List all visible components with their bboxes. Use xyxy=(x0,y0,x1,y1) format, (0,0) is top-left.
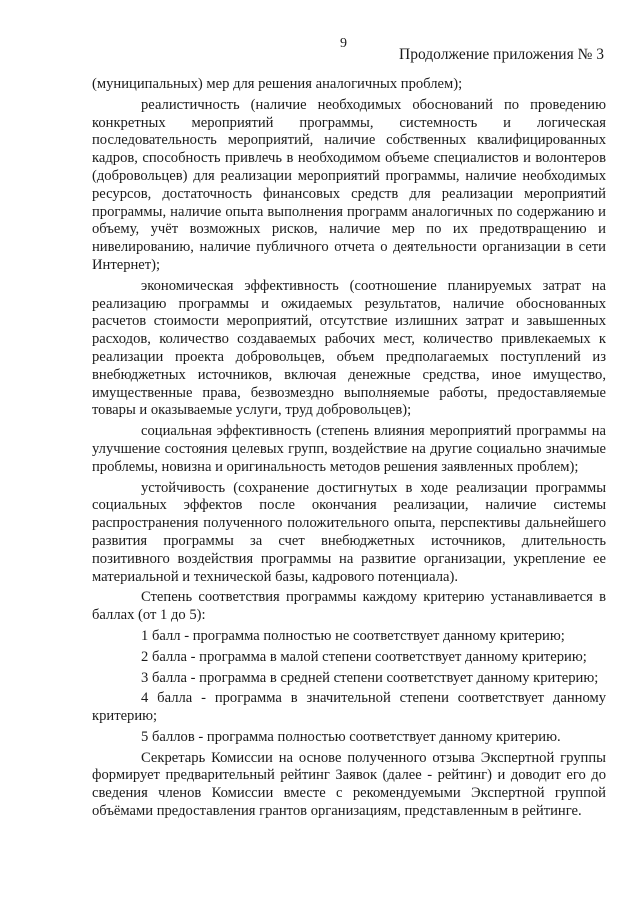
page-number: 9 xyxy=(340,36,347,51)
appendix-header: Продолжение приложения № 3 xyxy=(399,46,604,63)
score-item-3: 3 балла - программа в средней степени соответствует данному критерию; xyxy=(141,669,599,686)
score-item-2: 2 балла - программа в малой степени соответствует данному критерию; xyxy=(141,648,587,665)
score-item-1: 1 балл - программа полностью не соответствует данному критерию; xyxy=(141,627,565,644)
paragraph-scoring-intro: Степень соответствия программы каждому критерию устанавливается в баллах (от 1 до 5): xyxy=(92,589,606,624)
paragraph-continuation: (муниципальных) мер для решения аналогичных проблем); xyxy=(92,76,463,92)
paragraph-realism: реалистичность (наличие необходимых обоснований по проведению конкретных мероприятий программы, системность и логическая последовательность мероприятий, наличие собственных квалифицированных кадров, способность привлечь в необходимом объеме специалистов и волонтеров (добровольцев) для реализации мероприятий программы, наличие необходимых ресурсов, достаточность финансовых средств для реализации мероприятий программы, наличие опыта выполнения программ аналогичных по содержанию и объему, учёт возможных рисков, наличие мер по их предотвращению и нивелированию, наличие публичного отчета о деятельности организации в сети Интернет); xyxy=(92,96,606,273)
paragraph-economic-efficiency: экономическая эффективность (соотношение планируемых затрат на реализацию программы и ожидаемых результатов, наличие обоснованных расчетов стоимости мероприятий, отсутствие излишних затрат и завышенных расходов, количество создаваемых рабочих мест, количество привлекаемых к реализации проекта добровольцев, объем предполагаемых поступлений из внебюджетных источников, включая денежные средства, иное имущество, имущественные права, безвозмездно выполняемые работы, предоставляемые товары и оказываемые услуги, труд добровольцев); xyxy=(92,277,606,419)
score-item-4: 4 балла - программа в значительной степени соответствует данному критерию; xyxy=(92,690,606,725)
document-body xyxy=(92,76,606,824)
paragraph-secretary-rating: Секретарь Комиссии на основе полученного отзыва Экспертной группы формирует предварительный рейтинг Заявок (далее - рейтинг) и доводит его до сведения членов Комиссии вместе с рекомендуемыми Экспертной группой объёмами предоставления грантов организациям, представленным в рейтинге. xyxy=(92,749,606,820)
score-item-5: 5 баллов - программа полностью соответствует данному критерию. xyxy=(141,728,561,745)
paragraph-social-efficiency: социальная эффективность (степень влияния мероприятий программы на улучшение состояния целевых групп, воздействие на другие социально значимые проблемы, новизна и оригинальность методов решения заявленных проблем); xyxy=(92,423,606,475)
paragraph-sustainability: устойчивость (сохранение достигнутых в ходе реализации программы социальных эффектов после окончания реализации, наличие системы распространения полученного положительного опыта, перспективы дальнейшего развития программы за счет внебюджетных источников, длительность позитивного воздействия программы на развитие организации, укрепление ее материальной и технической базы, кадрового потенциала). xyxy=(92,479,606,585)
